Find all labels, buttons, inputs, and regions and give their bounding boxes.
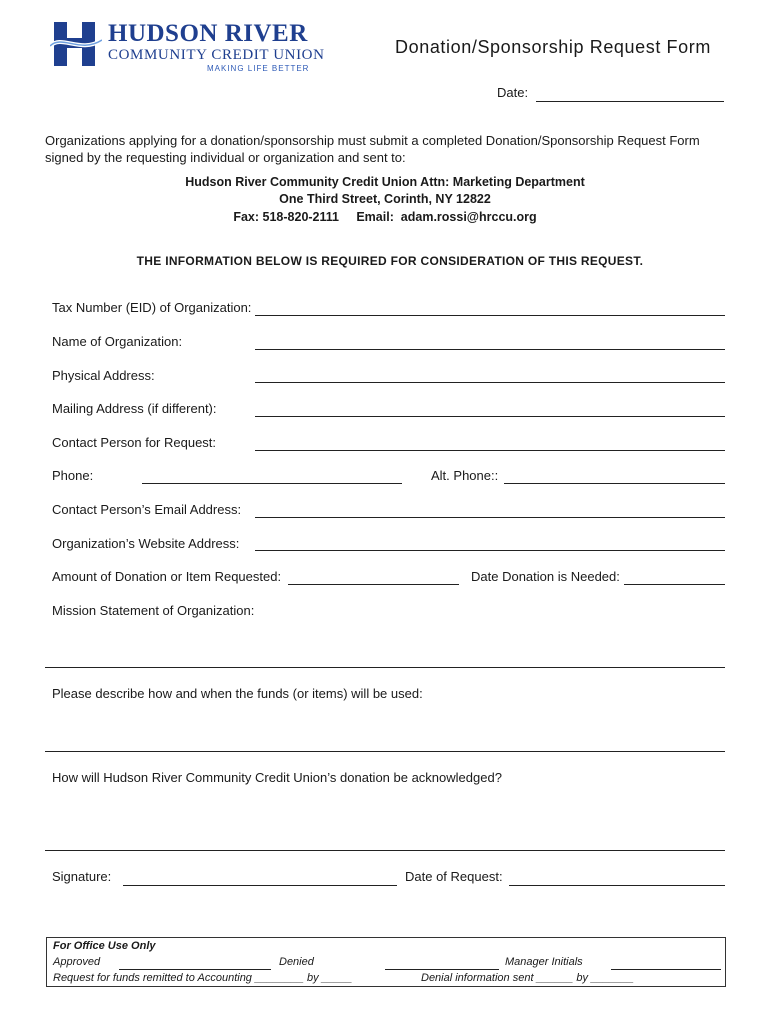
address-line-2: One Third Street, Corinth, NY 12822 bbox=[279, 192, 491, 206]
physical-address-field[interactable] bbox=[255, 382, 725, 383]
org-name-label: Name of Organization: bbox=[52, 334, 183, 349]
acknowledge-label: How will Hudson River Community Credit Union’s donation be acknowledged? bbox=[52, 770, 502, 785]
remitted-line: Request for funds remitted to Accounting ________ by _____ bbox=[53, 972, 353, 984]
mission-label: Mission Statement of Organization: bbox=[52, 603, 255, 618]
amount-field[interactable] bbox=[288, 584, 459, 585]
date-of-request-label: Date of Request: bbox=[405, 869, 503, 884]
date-needed-field[interactable] bbox=[624, 584, 725, 585]
logo-tagline: MAKING LIFE BETTER bbox=[207, 64, 310, 73]
signature-field[interactable] bbox=[123, 885, 397, 886]
date-needed-label: Date Donation is Needed: bbox=[471, 569, 620, 584]
manager-initials-label: Manager Initials bbox=[505, 956, 583, 968]
mission-field[interactable] bbox=[45, 667, 725, 668]
denial-sent-line: Denial information sent ______ by _______ bbox=[421, 972, 634, 984]
amount-label: Amount of Donation or Item Requested: bbox=[52, 569, 282, 584]
org-name-field[interactable] bbox=[255, 349, 725, 350]
website-field[interactable] bbox=[255, 550, 725, 551]
contact-email-label: Contact Person’s Email Address: bbox=[52, 502, 242, 517]
manager-initials-field[interactable] bbox=[611, 969, 721, 970]
address-line-1: Hudson River Community Credit Union Attn: Marketing Department bbox=[185, 175, 585, 189]
logo-line1: HUDSON RIVER bbox=[108, 20, 308, 47]
contact-person-label: Contact Person for Request: bbox=[52, 435, 217, 450]
mailing-address-label: Mailing Address (if different): bbox=[52, 401, 217, 416]
required-notice: THE INFORMATION BELOW IS REQUIRED FOR CONSIDERATION OF THIS REQUEST. bbox=[136, 254, 644, 268]
approved-label: Approved bbox=[53, 956, 101, 968]
funds-use-label: Please describe how and when the funds (or items) will be used: bbox=[52, 686, 423, 701]
phone-field[interactable] bbox=[142, 483, 402, 484]
office-use-box bbox=[46, 937, 726, 987]
date-field[interactable] bbox=[536, 101, 724, 102]
denied-field[interactable] bbox=[385, 969, 499, 970]
physical-address-label: Physical Address: bbox=[52, 368, 155, 383]
logo-line2: COMMUNITY CREDIT UNION bbox=[108, 47, 325, 63]
approved-field[interactable] bbox=[119, 969, 271, 970]
contact-person-field[interactable] bbox=[255, 450, 725, 451]
signature-label: Signature: bbox=[52, 869, 112, 884]
date-label: Date: bbox=[497, 85, 529, 100]
address-line-3: Fax: 518-820-2111 Email: adam.rossi@hrccu.org bbox=[233, 210, 537, 224]
acknowledge-field[interactable] bbox=[45, 850, 725, 851]
denied-label: Denied bbox=[279, 956, 314, 968]
office-use-title: For Office Use Only bbox=[53, 940, 156, 952]
tax-number-label: Tax Number (EID) of Organization: bbox=[52, 300, 252, 315]
mailing-address-field[interactable] bbox=[255, 416, 725, 417]
tax-number-field[interactable] bbox=[255, 315, 725, 316]
website-label: Organization’s Website Address: bbox=[52, 536, 240, 551]
alt-phone-field[interactable] bbox=[504, 483, 725, 484]
form-title: Donation/Sponsorship Request Form bbox=[395, 37, 711, 57]
contact-email-field[interactable] bbox=[255, 517, 725, 518]
intro-text: Organizations applying for a donation/sponsorship must submit a completed Donation/Sponsorship Request Form signed by the requesting individual or organization and sent to: bbox=[45, 133, 700, 165]
funds-use-field[interactable] bbox=[45, 751, 725, 752]
phone-label: Phone: bbox=[52, 468, 94, 483]
date-of-request-field[interactable] bbox=[509, 885, 725, 886]
hrccu-h-mark-icon bbox=[50, 20, 102, 68]
alt-phone-label: Alt. Phone:: bbox=[431, 468, 499, 483]
